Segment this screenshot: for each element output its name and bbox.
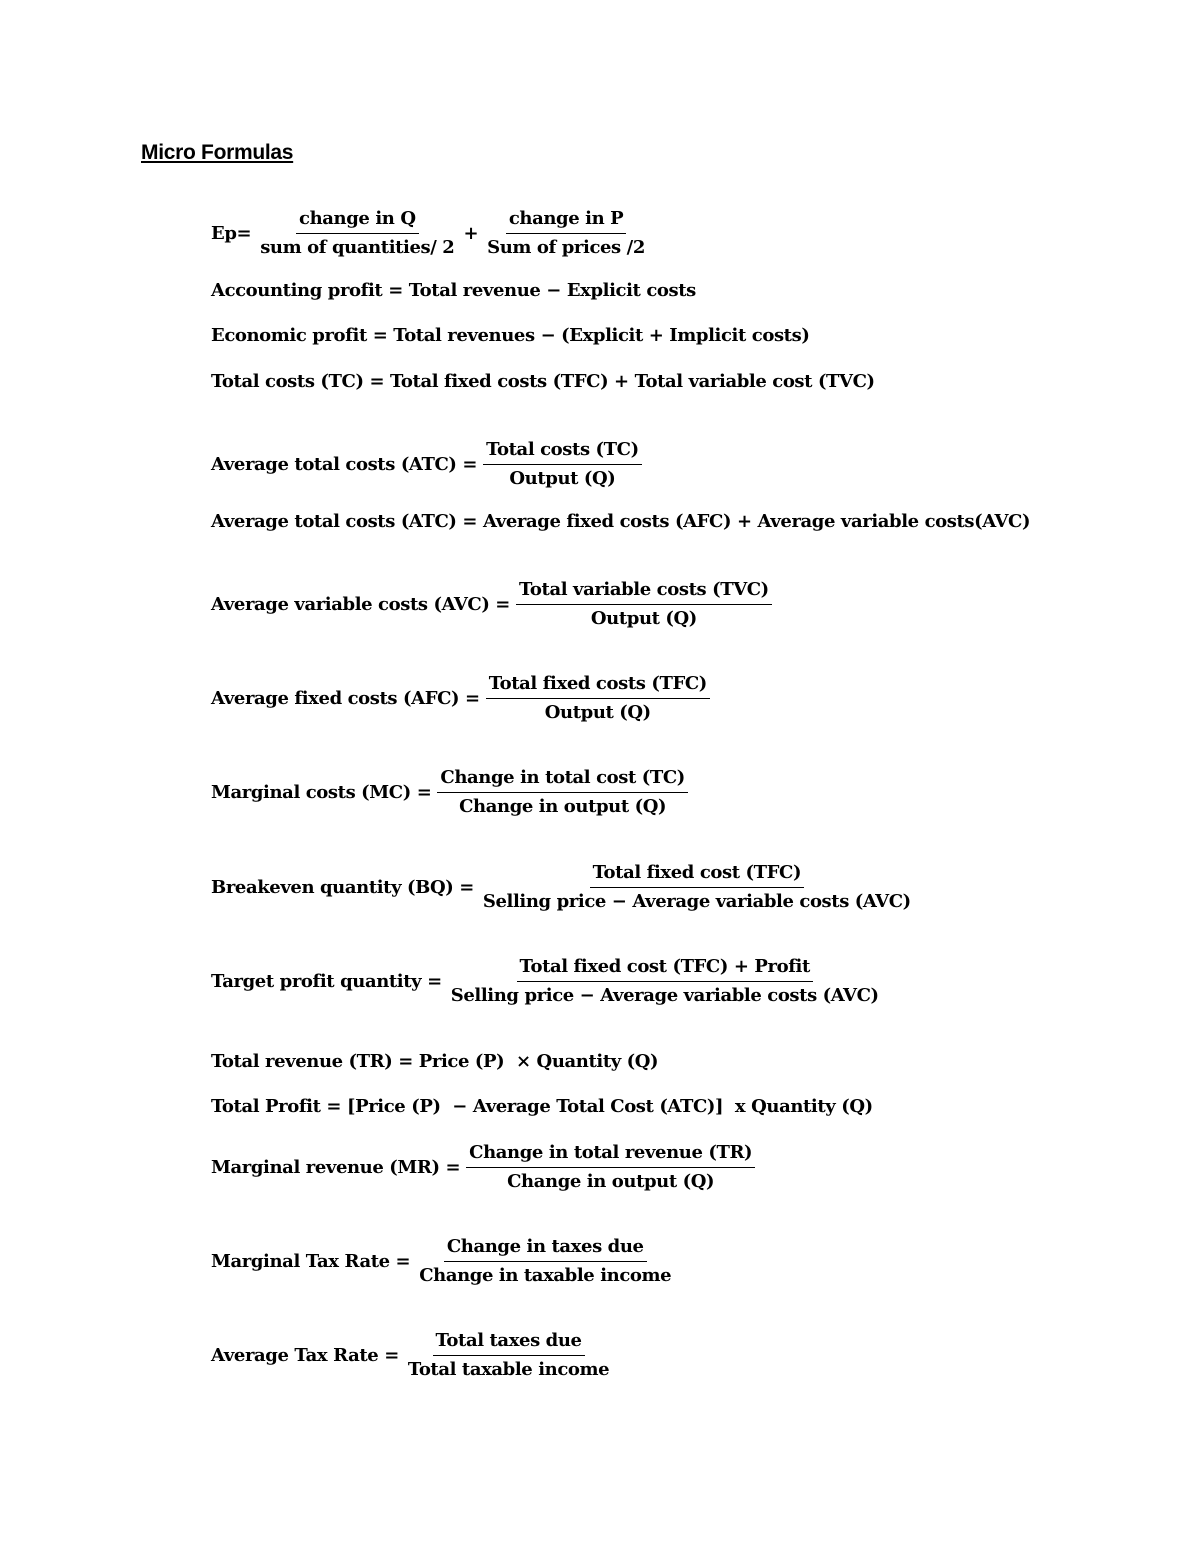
formula-lhs: Marginal costs (MC) =: [211, 782, 432, 803]
fraction-numerator: Change in total cost (TC): [437, 766, 688, 793]
page-title: Micro Formulas: [141, 141, 294, 164]
fraction: [257, 207, 457, 260]
fraction-denominator: Output (Q): [509, 468, 616, 489]
formula-lhs: Breakeven quantity (BQ) =: [211, 877, 474, 898]
fraction-numerator: Change in taxes due: [444, 1235, 647, 1262]
fraction-numerator: change in P: [506, 207, 626, 234]
marginal-tax-rate-formula: [211, 1235, 678, 1288]
elasticity-formula: [211, 207, 652, 260]
total-profit-formula: Total Profit = [Price (P) − Average Total Cost (ATC)] x Quantity (Q): [211, 1096, 873, 1117]
formula-lhs: Target profit quantity =: [211, 971, 442, 992]
fraction: [480, 861, 914, 914]
fraction-denominator: Sum of prices /2: [487, 237, 645, 258]
total-revenue-formula: Total revenue (TR) = Price (P) × Quantity (Q): [211, 1051, 659, 1072]
accounting-profit-formula: Accounting profit = Total revenue − Explicit costs: [211, 280, 696, 301]
fraction-denominator: sum of quantities/ 2: [260, 237, 455, 258]
fraction-denominator: Change in output (Q): [459, 796, 667, 817]
economic-profit-formula: Economic profit = Total revenues − (Explicit + Implicit costs): [211, 325, 810, 346]
fraction: [483, 438, 642, 491]
fraction: [448, 955, 882, 1008]
plus-operator: +: [463, 223, 479, 244]
fraction-denominator: Total taxable income: [407, 1359, 610, 1380]
mr-formula: [211, 1141, 759, 1194]
afc-formula: [211, 672, 714, 725]
fraction: [437, 766, 688, 819]
fraction-numerator: Total costs (TC): [483, 438, 642, 465]
fraction: [466, 1141, 755, 1194]
avc-formula: [211, 578, 776, 631]
formula-lhs: Ep=: [211, 223, 252, 244]
fraction-denominator: Selling price − Average variable costs (AVC): [482, 891, 911, 912]
formula-lhs: Average Tax Rate =: [211, 1345, 399, 1366]
average-tax-rate-formula: [211, 1329, 616, 1382]
fraction-denominator: Output (Q): [590, 608, 697, 629]
formula-lhs: Marginal Tax Rate =: [211, 1251, 411, 1272]
fraction: [405, 1329, 612, 1382]
fraction-numerator: change in Q: [296, 207, 419, 234]
formula-lhs: Average fixed costs (AFC) =: [211, 688, 480, 709]
fraction-denominator: Selling price − Average variable costs (AVC): [450, 985, 879, 1006]
formula-lhs: Marginal revenue (MR) =: [211, 1157, 461, 1178]
fraction-denominator: Change in output (Q): [507, 1171, 715, 1192]
fraction-numerator: Total variable costs (TVC): [516, 578, 772, 605]
fraction-denominator: Output (Q): [544, 702, 651, 723]
fraction-numerator: Total fixed cost (TFC): [590, 861, 804, 888]
fraction: [486, 672, 710, 725]
fraction-numerator: Change in total revenue (TR): [466, 1141, 755, 1168]
fraction-denominator: Change in taxable income: [419, 1265, 672, 1286]
total-costs-formula: Total costs (TC) = Total fixed costs (TFC) + Total variable cost (TVC): [211, 371, 875, 392]
fraction: [516, 578, 772, 631]
formula-lhs: Average variable costs (AVC) =: [211, 594, 510, 615]
mc-formula: [211, 766, 692, 819]
target-profit-quantity-formula: [211, 955, 886, 1008]
fraction-numerator: Total fixed cost (TFC) + Profit: [517, 955, 813, 982]
fraction-numerator: Total taxes due: [433, 1329, 585, 1356]
formula-lhs: Average total costs (ATC) =: [211, 454, 478, 475]
fraction-numerator: Total fixed costs (TFC): [486, 672, 710, 699]
fraction: [484, 207, 648, 260]
atc-formula: [211, 438, 646, 491]
breakeven-quantity-formula: [211, 861, 918, 914]
atc-sum-formula: Average total costs (ATC) = Average fixed costs (AFC) + Average variable costs(AVC): [211, 511, 1031, 532]
fraction: [416, 1235, 674, 1288]
